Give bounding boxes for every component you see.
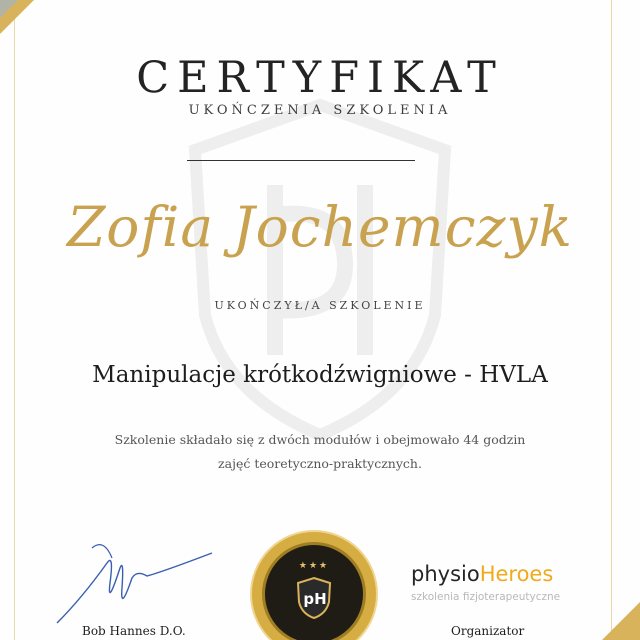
shield-watermark-icon [175,95,465,445]
completed-label: UKOŃCZYŁ/A SZKOLENIE [214,299,426,312]
seal-monogram: pH [303,590,327,608]
organizer-label: Organizator [451,624,525,638]
divider-line [187,160,415,161]
description-line-2: zajęć teoretyczno-praktycznych. [218,456,422,471]
course-description [0,428,640,476]
corner-decoration-bottom-right [602,602,640,640]
organizer-logo [411,562,553,586]
certificate-subtitle: UKOŃCZENIA SZKOLENIA [188,103,452,118]
recipient-name: Zofia Jochemczyk [67,195,573,259]
organizer-tagline: szkolenia fizjoterapeutyczne [411,591,561,603]
corner-decoration-top-left-blue [0,0,18,18]
signer-name: Bob Hannes D.O. [82,624,186,638]
logo-text-physio: physio [411,562,480,586]
course-name: Manipulacje krótkodźwigniowe - HVLA [92,362,548,388]
description-line-1: Szkolenie składało się z dwóch modułów i obejmowało 44 godzin [114,432,526,447]
certificate-title: CERTYFIKAT [136,53,504,103]
handwritten-signature [52,528,222,628]
seal-stars: ★★★ [298,561,330,571]
seal-inner [262,542,366,640]
logo-text-heroes: Heroes [479,562,554,586]
